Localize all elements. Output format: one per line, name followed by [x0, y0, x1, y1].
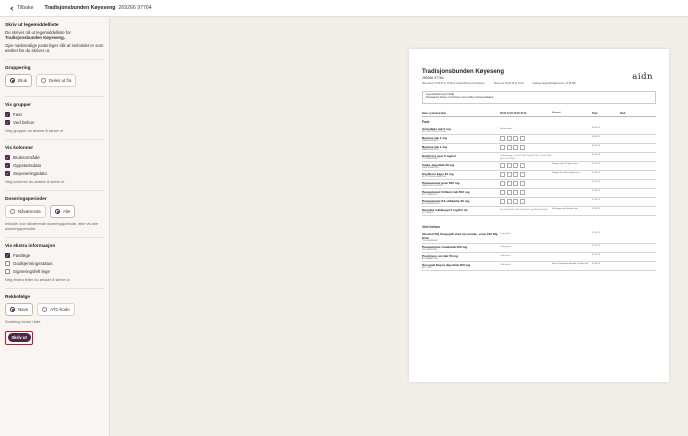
- radio-selected-icon: [10, 78, 15, 83]
- medication-start-date: 29.09.25: [592, 207, 601, 210]
- dosing-hint: Inkluder kun nåværende doseringsperiode, eller vis alle doseringsperioder.: [5, 221, 99, 231]
- checkbox-label: Seponeringsdato: [13, 171, 48, 177]
- medication-usage: TIL HUMØRSØK: [422, 157, 438, 160]
- medication-row: [422, 144, 656, 153]
- medication-end-date: [620, 136, 640, 142]
- grouping-section: [5, 60, 104, 97]
- medication-usage: VANNDRIVENDE: [422, 148, 439, 151]
- dose-box: [500, 199, 505, 204]
- print-settings-sidebar: [0, 17, 110, 436]
- medication-end-date: [620, 199, 640, 205]
- dose-box: [507, 172, 512, 177]
- medication-note: Ikke ta samtidig med kaffe. Svelges hel.: [552, 262, 589, 265]
- checkbox-empty-icon: [5, 261, 10, 266]
- dose-box: [500, 181, 505, 186]
- header-times: 08:00 12:00 16:00 20:00: [500, 111, 527, 115]
- checkbox-label: Signeringsfelt lege: [13, 269, 51, 275]
- dose-boxes: [500, 163, 552, 168]
- meta-gp: Fastlege: Ragnhild Magnussen, 43 38 590: [532, 83, 576, 85]
- medication-start-date: 21.04.25: [592, 231, 601, 234]
- medication-name: Abstard SQ Vespegift start inj venske, susp 100 SQ-E/ml: [422, 231, 499, 240]
- dosing-text: 1 tbl ved x4: [500, 245, 511, 248]
- dosing-section: [5, 191, 104, 238]
- dosing-text: 2,5 ml kl 13:00, 5,00 ml kl 20:15, og 200 ml kl 23:00: [500, 208, 548, 211]
- dose-box: [520, 190, 525, 195]
- extra-info-hint: Velg ekstra felter du ønsker å skrive ut: [5, 277, 70, 282]
- patient-number: 269266 97764: [118, 5, 152, 11]
- medication-group-title: Ved behov: [422, 224, 440, 229]
- medication-name: Haldol inj opsl 5 mg/ml: [422, 153, 456, 158]
- show-groups-section: [5, 97, 104, 140]
- medication-note: [552, 254, 592, 260]
- dose-box: [507, 181, 512, 186]
- intro-patient-name: Tradisjonsbunden Køyeseng.: [5, 35, 65, 41]
- medication-end-date: [620, 181, 640, 187]
- medication-name: Paracetamol smeltetab 250 mg: [422, 244, 468, 249]
- dose-boxes: [500, 190, 552, 195]
- back-label: Tilbake: [17, 5, 34, 11]
- medication-usage: TIL HUMØRSØK: [422, 239, 438, 242]
- preview-patient-number: 269266 97764: [422, 76, 444, 80]
- dose-box: [500, 145, 505, 150]
- medication-row: [422, 162, 656, 171]
- medication-note: [552, 232, 592, 242]
- medication-end-date: [620, 163, 640, 169]
- show-groups-title: Vis grupper: [5, 101, 31, 107]
- checkbox-checked-icon: ✓: [5, 163, 10, 169]
- medication-start-date: 08.04.25: [592, 126, 601, 129]
- medication-usage: MOT URO: [422, 266, 432, 269]
- checkbox-checked-icon: ✓: [5, 171, 10, 177]
- medication-start-date: 06.05.25: [592, 153, 601, 156]
- dosing-cell: [500, 245, 552, 251]
- medication-row: [422, 231, 656, 244]
- preview-patient-name: Tradisjonsbunden Køyeseng: [422, 69, 505, 75]
- medication-end-date: [620, 154, 640, 160]
- order-option-atc-kode[interactable]: [37, 303, 74, 316]
- dose-box: [507, 199, 512, 204]
- dose-box: [520, 145, 525, 150]
- medication-note: [552, 245, 592, 251]
- dose-boxes: [500, 199, 552, 204]
- dosing-text: 1 tbl ved x4: [500, 263, 511, 266]
- medication-row: [422, 207, 656, 216]
- preview-medication-groups: [422, 120, 656, 271]
- grouping-option-bruk[interactable]: [5, 74, 32, 87]
- checkbox-ved-behov[interactable]: [5, 119, 104, 127]
- header-start: Start: [592, 111, 598, 115]
- grouping-title: Gruppering: [5, 64, 31, 70]
- patient-name: Tradisjonsbunden Køyeseng: [44, 5, 116, 11]
- dose-box: [520, 163, 525, 168]
- dosing-cell: [500, 163, 552, 169]
- medication-start-date: 06.05.25: [592, 253, 601, 256]
- grouping-option-label: Deles ut fra: [49, 77, 72, 83]
- dosing-title: Doseringsperioder: [5, 195, 47, 201]
- checkbox-fast[interactable]: [5, 111, 104, 119]
- chevron-left-icon: [10, 6, 14, 10]
- medication-name: Paracetamol SA stikkpille 30 mg: [422, 198, 470, 203]
- dose-box: [513, 181, 518, 186]
- medication-note: [552, 190, 592, 196]
- dose-box: [507, 163, 512, 168]
- cave-title: Legemiddelkonsept (CAVE): [426, 94, 455, 96]
- radio-empty-icon: [42, 307, 47, 312]
- dosing-option-label: Nåværende: [18, 208, 41, 214]
- dosing-cell: [500, 208, 552, 214]
- order-option-label: ATC-kode: [50, 306, 70, 312]
- dosing-option-alle[interactable]: [50, 205, 75, 218]
- medication-start-date: 13.02.22: [592, 189, 601, 192]
- dosing-cell: [500, 136, 552, 142]
- dosing-cell: [500, 127, 552, 133]
- medication-end-date: [620, 208, 640, 214]
- medication-end-date: [620, 172, 640, 178]
- medication-start-date: 08.04.25: [592, 135, 601, 138]
- medication-end-date: [620, 245, 640, 251]
- dosing-text: 1 ml hvilestoy, 1 ml kl 17:00, 1 ml kl 12:00, 1 ml kl 18:00 og 1 ml kl 22:00: [500, 154, 552, 160]
- checkbox-checked-icon: ✓: [5, 112, 10, 118]
- dosing-cell: [500, 154, 552, 160]
- checkbox-checked-icon: ✓: [5, 155, 10, 161]
- medication-usage: VED SMERTER: [422, 248, 437, 251]
- checkbox-oppstartsdato[interactable]: [5, 162, 104, 170]
- show-columns-section: [5, 140, 104, 191]
- dose-box: [500, 190, 505, 195]
- medication-note: Virkningen ved økende svar: [552, 207, 578, 210]
- checkbox-label: Fast: [13, 112, 22, 118]
- medication-start-date: 12.05.25: [592, 171, 601, 174]
- radio-selected-icon: [10, 307, 15, 312]
- medication-row: [422, 171, 656, 180]
- medication-start-date: 23.11.24: [592, 180, 600, 183]
- dosing-text: Gitt på uttalet: [500, 127, 513, 130]
- medication-name: Amlodipin tab 5 mg: [422, 126, 451, 131]
- top-bar: [0, 0, 688, 17]
- dose-box: [507, 136, 512, 141]
- dosing-cell: [500, 181, 552, 187]
- medication-name: Burinex tab 1 mg: [422, 144, 448, 149]
- medication-start-date: 17.03.25: [592, 198, 601, 201]
- medication-end-date: [620, 232, 640, 242]
- dosing-cell: [500, 254, 552, 260]
- medication-row: [422, 153, 656, 162]
- medication-name: Paracetamol Orifarm tab 500 mg: [422, 189, 470, 194]
- dosing-text: 1 tbl ved x1: [500, 254, 511, 257]
- medication-start-date: 07.05.25: [592, 244, 601, 247]
- preview-meta: [422, 83, 656, 85]
- radio-empty-icon: [10, 209, 15, 214]
- dose-box: [507, 145, 512, 150]
- header-note: Merknad: [552, 111, 561, 114]
- meta-last-changed: Sist endret: 07.05.25 kl. 10:38 av Lisbeth Bonne (Vernepleier): [422, 83, 485, 85]
- dose-box: [513, 163, 518, 168]
- medication-note: [552, 145, 592, 151]
- medication-start-date: 08.04.25: [592, 144, 601, 147]
- radio-empty-icon: [41, 78, 46, 83]
- show-groups-hint: Velg grupper du ønsker å skrive ut: [5, 128, 63, 133]
- medication-usage: MOT HØYT BLODTRYKK: [422, 130, 447, 133]
- dose-boxes: [500, 145, 552, 150]
- preview-table-header: [422, 112, 656, 117]
- checkbox-checked-icon: ✓: [5, 253, 10, 259]
- medication-group-title: Fast: [422, 119, 430, 124]
- meta-printed: Skrevet ut: 09.05.25 kl. 13:40: [493, 83, 524, 85]
- medication-end-date: [620, 263, 640, 269]
- medication-name: Paracetamol gran 500 mg: [422, 180, 460, 185]
- medication-row: [422, 189, 656, 198]
- checkbox-empty-icon: [5, 269, 10, 274]
- checkbox-godkjenningsstatus[interactable]: [5, 260, 104, 268]
- medication-name: Prednison arx tab 50 mg: [422, 253, 458, 258]
- header-end: Slutt: [620, 111, 626, 115]
- medication-end-date: [620, 127, 640, 133]
- dosing-cell: [500, 232, 552, 242]
- medication-usage: MOT SMERTER: [422, 193, 438, 196]
- medication-row: [422, 135, 656, 144]
- sidebar-title: Skriv ut legemiddelliste: [5, 23, 59, 28]
- medication-name: Seroquel Depot depottab 200 mg: [422, 262, 471, 267]
- checkbox-label: Fastlege: [13, 253, 31, 259]
- dose-box: [513, 190, 518, 195]
- medication-usage: MOT ANGST: [422, 211, 435, 214]
- medication-row: [422, 180, 656, 189]
- medication-row: [422, 126, 656, 135]
- dosing-cell: [500, 263, 552, 269]
- medication-note: [552, 199, 592, 205]
- checkbox-fastlege[interactable]: [5, 252, 104, 260]
- medication-end-date: [620, 145, 640, 151]
- intro-text-2: Gjør nødvendige justeringer slik at innholdet er som ønsket før du skriver ut.: [5, 42, 104, 54]
- medication-note: Svelges hele 1/2 glass vann: [552, 162, 578, 165]
- dose-box: [520, 136, 525, 141]
- checkbox-bruksomrade[interactable]: [5, 154, 104, 162]
- header-name: Navn og brukområde: [422, 111, 446, 115]
- dosing-text: 1 ml ved x4: [500, 232, 511, 235]
- medication-usage: HJERTEMEDISIN: [422, 166, 439, 169]
- dosing-cell: [500, 199, 552, 205]
- dosing-option-navaerende[interactable]: [5, 205, 46, 218]
- grouping-option-deles-ut-fra[interactable]: [36, 74, 76, 87]
- print-button[interactable]: [5, 331, 33, 345]
- extra-info-title: Vis ekstra informasjon: [5, 242, 56, 248]
- checkbox-seponeringsdato[interactable]: [5, 170, 104, 178]
- dose-box: [507, 190, 512, 195]
- checkbox-label: Bruksområde: [13, 155, 40, 161]
- checkbox-signeringsfelt-lege[interactable]: [5, 268, 104, 276]
- medication-start-date: 28.01.25: [592, 162, 601, 165]
- dosing-cell: [500, 190, 552, 196]
- checkbox-label: Godkjenningsstatus: [13, 261, 53, 267]
- dose-boxes: [500, 172, 552, 177]
- print-preview-page: [409, 49, 669, 382]
- dose-boxes: [500, 181, 552, 186]
- dose-box: [513, 199, 518, 204]
- medication-usage: ASTMAMEDISIN: [422, 257, 438, 260]
- medication-note: [552, 127, 592, 133]
- order-option-navn[interactable]: [5, 303, 33, 316]
- radio-selected-icon: [55, 209, 60, 214]
- dosing-cell: [500, 172, 552, 178]
- checkbox-label: Ved behov: [13, 120, 35, 126]
- checkbox-checked-icon: ✓: [5, 120, 10, 126]
- order-section: [5, 289, 104, 350]
- medication-row: [422, 262, 656, 271]
- cave-text: Paracetamol: Allergi • Overdosert i arme infisker (Intravenøsbaket): [426, 97, 494, 100]
- medication-name: OxyNorm kaps 10 mg: [422, 171, 454, 176]
- medication-end-date: [620, 254, 640, 260]
- medication-name: Imdur depottab 30 mg: [422, 162, 455, 167]
- dose-box: [520, 172, 525, 177]
- show-columns-hint: Velg kolonner du ønsker å skrive ut: [5, 179, 65, 184]
- grouping-option-label: Bruk: [18, 77, 28, 83]
- medication-note: [552, 136, 592, 142]
- intro-text-1: Du skriver nå ut legemiddelliste for: [5, 30, 71, 35]
- medication-row: [422, 244, 656, 253]
- order-hint: Sortering innad i liste: [5, 319, 41, 324]
- medication-row: [422, 253, 656, 262]
- medication-note: [552, 181, 592, 187]
- medication-note: Svelges hel med 1 glass vann: [552, 171, 580, 174]
- medication-note: [552, 154, 592, 160]
- back-button[interactable]: [11, 5, 34, 11]
- dosing-cell: [500, 145, 552, 151]
- dose-box: [520, 199, 525, 204]
- medication-name: Burinex tab 1 mg: [422, 135, 448, 140]
- dose-box: [513, 145, 518, 150]
- medication-end-date: [620, 190, 640, 196]
- extra-info-section: [5, 238, 104, 289]
- medication-usage: MOT STERKE SMERTER: [422, 175, 447, 178]
- print-button-label: Skriv ut: [8, 333, 31, 342]
- dose-box: [520, 181, 525, 186]
- dose-box: [500, 172, 505, 177]
- medication-usage: VANNDRIVENDE: [422, 139, 439, 142]
- order-option-label: Navn: [18, 306, 29, 312]
- medication-usage: SMERTESTILLENDE: [422, 184, 442, 187]
- medication-start-date: 03.04.25: [592, 262, 601, 265]
- dose-boxes: [500, 136, 552, 141]
- order-title: Rekkefølge: [5, 293, 31, 299]
- dose-box: [513, 172, 518, 177]
- medication-row: [422, 198, 656, 207]
- dose-box: [513, 136, 518, 141]
- dosing-option-label: Alle: [62, 208, 71, 214]
- intro-section: [5, 17, 104, 60]
- medication-name: Stesolid rektaloppl 5 mg/2,5 ml: [422, 207, 468, 212]
- checkbox-label: Oppstartsdato: [13, 163, 42, 169]
- medication-usage: ALLERGIMEDISIN: [422, 202, 440, 205]
- aidn-logo: aidn: [632, 72, 653, 82]
- cave-info-box: [422, 91, 656, 104]
- dose-box: [500, 136, 505, 141]
- dose-box: [500, 163, 505, 168]
- show-columns-title: Vis kolonner: [5, 144, 34, 150]
